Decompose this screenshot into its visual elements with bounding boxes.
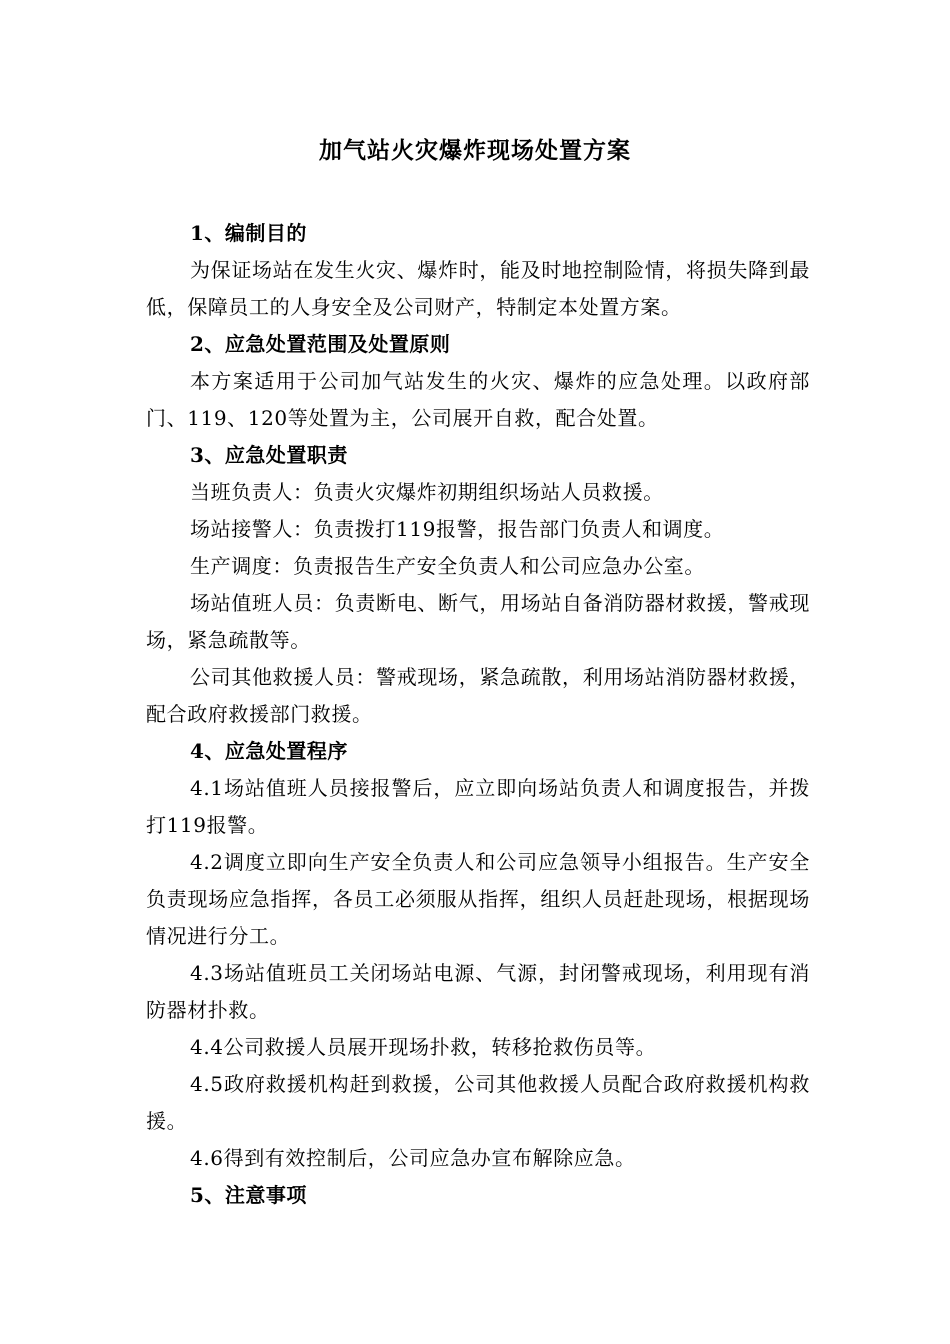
- paragraph: 公司其他救援人员：警戒现场，紧急疏散，利用场站消防器材救援，配合政府救援部门救援。: [146, 665, 810, 726]
- paragraph: 4.4公司救援人员展开现场扑救，转移抢救伤员等。: [190, 1035, 657, 1059]
- paragraph: 为保证场站在发生火灾、爆炸时，能及时地控制险情，将损失降到最低，保障员工的人身安全及公司财产，特制定本处置方案。: [146, 258, 810, 319]
- paragraph: 当班负责人：负责火灾爆炸初期组织场站人员救援。: [190, 480, 664, 504]
- section-purpose: [146, 215, 810, 326]
- paragraph: 场站接警人：负责拨打119报警，报告部门负责人和调度。: [190, 517, 725, 541]
- paragraph: 场站值班人员：负责断电、断气，用场站自备消防器材救援，警戒现场，紧急疏散等。: [146, 591, 810, 652]
- paragraph: 4.6得到有效控制后，公司应急办宣布解除应急。: [190, 1146, 636, 1170]
- section-notes: [146, 1177, 810, 1214]
- section-heading: 1、编制目的: [190, 221, 307, 245]
- section-heading: 3、应急处置职责: [190, 443, 348, 467]
- section-heading: 2、应急处置范围及处置原则: [190, 332, 451, 356]
- section-scope: [146, 326, 810, 437]
- paragraph: 4.1场站值班人员接报警后，应立即向场站负责人和调度报告，并拨打119报警。: [146, 776, 810, 837]
- document-title: 加气站火灾爆炸现场处置方案: [319, 137, 631, 164]
- paragraph: 本方案适用于公司加气站发生的火灾、爆炸的应急处理。以政府部门、119、120等处置为主，公司展开自救，配合处置。: [146, 369, 810, 430]
- paragraph: 4.3场站值班员工关闭场站电源、气源，封闭警戒现场，利用现有消防器材扑救。: [146, 961, 810, 1022]
- paragraph: 生产调度：负责报告生产安全负责人和公司应急办公室。: [190, 554, 705, 578]
- section-procedure: [146, 733, 810, 1177]
- document-body: [146, 215, 810, 1214]
- section-heading: 5、注意事项: [190, 1183, 307, 1207]
- section-responsibilities: [146, 437, 810, 733]
- paragraph: 4.5政府救援机构赶到救援，公司其他救援人员配合政府救援机构救援。: [146, 1072, 810, 1133]
- section-heading: 4、应急处置程序: [190, 739, 348, 763]
- paragraph: 4.2调度立即向生产安全负责人和公司应急领导小组报告。生产安全负责现场应急指挥，各员工必须服从指挥，组织人员赶赴现场，根据现场情况进行分工。: [146, 850, 810, 948]
